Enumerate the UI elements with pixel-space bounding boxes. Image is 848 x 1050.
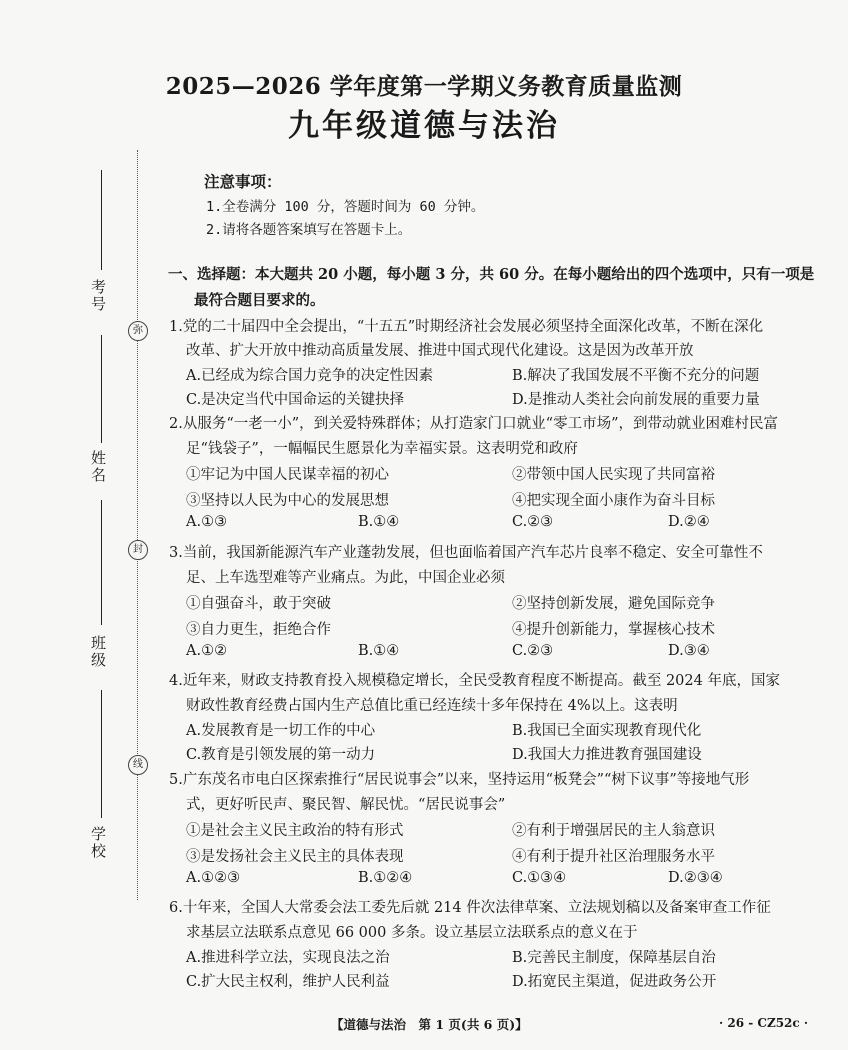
- q4-option-b: B.我国已全面实现教育现代化: [512, 723, 702, 739]
- q4-option-a: A.发展教育是一切工作的中心: [186, 723, 376, 739]
- q2-item-3: ③坚持以人民为中心的发展思想: [186, 493, 389, 509]
- notes-heading: 注意事项：: [204, 172, 282, 191]
- q5-option-b: B.①②④: [358, 870, 413, 886]
- school-blank: [101, 690, 102, 818]
- seal-mark-mi: 弥: [128, 321, 148, 341]
- q2-option-c: C.②③: [512, 514, 554, 530]
- exam-number-blank: [101, 170, 102, 270]
- q6-option-c: C.扩大民主权利，维护人民利益: [186, 974, 390, 990]
- q5-item-1: ①是社会主义民主政治的特有形式: [186, 823, 404, 839]
- q5-item-3: ③是发扬社会主义民主的具体表现: [186, 849, 404, 865]
- section-instruction: 一、选择题：本大题共 20 小题，每小题 3 分，共 60 分。在每小题给出的四个选项中，只有一项是: [168, 266, 815, 283]
- q5-option-d: D.②③④: [668, 870, 723, 886]
- class-label: 班级: [89, 635, 107, 669]
- q3-stem-cont: 足、上车选型难等产业痛点。为此，中国企业必须: [186, 570, 505, 586]
- q6-stem-cont: 求基层立法联系点意见 66 000 多条。设立基层立法联系点的意义在于: [186, 925, 638, 941]
- q2-option-b: B.①④: [358, 514, 400, 530]
- q2-option-d: D.②④: [668, 514, 710, 530]
- q3-option-d: D.③④: [668, 643, 710, 659]
- q1-option-d: D.是推动人类社会向前发展的重要力量: [512, 392, 760, 408]
- q1-stem: 1.党的二十届四中全会提出，“十五五”时期经济社会发展必须坚持全面深化改革，不断在深化: [169, 319, 764, 335]
- q5-stem-cont: 式，更好听民声、聚民智、解民忧。“居民说事会”: [186, 797, 506, 813]
- q3-item-2: ②坚持创新发展，避免国际竞争: [512, 596, 715, 612]
- q5-item-4: ④有利于提升社区治理服务水平: [512, 849, 715, 865]
- q4-option-c: C.教育是引领发展的第一动力: [186, 747, 376, 763]
- note-item: 2.请将各题答案填写在答题卡上。: [206, 222, 412, 238]
- q1-option-c: C.是决定当代中国命运的关键抉择: [186, 392, 405, 408]
- q1-option-a: A.已经成为综合国力竞争的决定性因素: [186, 368, 434, 384]
- q2-stem: 2.从服务“一老一小”，到关爱特殊群体；从打造家门口就业“零工市场”，到带动就业困难村民富: [169, 416, 778, 432]
- exam-number-label: 考号: [89, 279, 107, 313]
- class-blank: [101, 500, 102, 625]
- q3-stem: 3.当前，我国新能源汽车产业蓬勃发展，但也面临着国产汽车芯片良率不稳定、安全可靠性不: [169, 545, 763, 561]
- q5-stem: 5.广东茂名市电白区探索推行“居民说事会”以来，坚持运用“板凳会”“树下议事”等接地气形: [169, 772, 750, 788]
- q2-option-a: A.①③: [186, 514, 228, 530]
- section-instruction-cont: 最符合题目要求的。: [194, 292, 325, 309]
- q3-option-a: A.①②: [186, 643, 228, 659]
- note-item: 1.全卷满分 100 分，答题时间为 60 分钟。: [206, 199, 485, 215]
- exam-title-subject: 九年级道德与法治: [288, 108, 560, 144]
- q6-option-d: D.拓宽民主渠道，促进政务公开: [512, 974, 717, 990]
- binding-dotted-line: [137, 150, 138, 900]
- school-label: 学校: [89, 826, 107, 860]
- q3-item-4: ④提升创新能力，掌握核心技术: [512, 622, 715, 638]
- q4-stem: 4.近年来，财政支持教育投入规模稳定增长，全民受教育程度不断提高。截至 2024 年底，国家: [169, 673, 780, 689]
- q3-item-1: ①自强奋斗，敢于突破: [186, 596, 331, 612]
- q6-stem: 6.十年来，全国人大常委会法工委先后就 214 件次法律草案、立法规划稿以及备案审查工作征: [169, 900, 771, 916]
- exam-title-line1: 2025—2026 学年度第一学期义务教育质量监测: [165, 73, 683, 100]
- name-label: 姓名: [89, 450, 107, 484]
- paper-code: · 26 - CZ52c ·: [719, 1016, 809, 1030]
- q3-item-3: ③自力更生，拒绝合作: [186, 622, 331, 638]
- q2-item-2: ②带领中国人民实现了共同富裕: [512, 467, 715, 483]
- q1-option-b: B.解决了我国发展不平衡不充分的问题: [512, 368, 760, 384]
- q6-option-b: B.完善民主制度，保障基层自治: [512, 950, 716, 966]
- q5-option-a: A.①②③: [186, 870, 241, 886]
- q3-option-b: B.①④: [358, 643, 400, 659]
- q6-option-a: A.推进科学立法，实现良法之治: [186, 950, 390, 966]
- q5-option-c: C.①③④: [512, 870, 567, 886]
- q4-option-d: D.我国大力推进教育强国建设: [512, 747, 702, 763]
- name-blank: [101, 335, 102, 443]
- q5-item-2: ②有利于增强居民的主人翁意识: [512, 823, 715, 839]
- seal-mark-feng: 封: [128, 540, 148, 560]
- q2-stem-cont: 足“钱袋子”，一幅幅民生愿景化为幸福实景。这表明党和政府: [186, 441, 578, 457]
- q2-item-4: ④把实现全面小康作为奋斗目标: [512, 493, 715, 509]
- q3-option-c: C.②③: [512, 643, 554, 659]
- q2-item-1: ①牢记为中国人民谋幸福的初心: [186, 467, 389, 483]
- q1-stem-cont: 改革、扩大开放中推动高质量发展、推进中国式现代化建设。这是因为改革开放: [186, 343, 694, 359]
- page-footer: 【道德与法治 第 1 页(共 6 页)】: [331, 1017, 528, 1032]
- q4-stem-cont: 财政性教育经费占国内生产总值比重已经连续十多年保持在 4%以上。这表明: [186, 698, 678, 714]
- seal-mark-xian: 线: [128, 755, 148, 775]
